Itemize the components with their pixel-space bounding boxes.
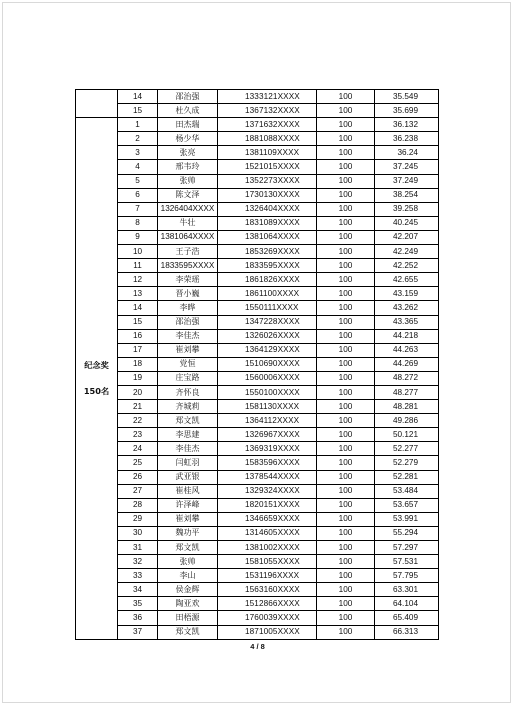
phone-cell: 1521015XXXX xyxy=(218,160,317,174)
rank-cell: 4 xyxy=(118,160,158,174)
rank-cell: 17 xyxy=(118,343,158,357)
category-count: 150名 xyxy=(83,386,110,397)
points-cell: 100 xyxy=(317,625,375,639)
points-cell: 100 xyxy=(317,456,375,470)
phone-cell: 1881088XXXX xyxy=(218,132,317,146)
rank-cell: 15 xyxy=(118,315,158,329)
time-cell: 63.301 xyxy=(375,583,439,597)
points-cell: 100 xyxy=(317,90,375,104)
table-row xyxy=(76,400,439,414)
name-cell: 李佳杰 xyxy=(158,329,218,343)
phone-cell: 1861100XXXX xyxy=(218,287,317,301)
name-cell: 田梧源 xyxy=(158,611,218,625)
name-cell: 陶亚欢 xyxy=(158,597,218,611)
rank-cell: 1 xyxy=(118,118,158,132)
table-row xyxy=(76,245,439,259)
points-cell: 100 xyxy=(317,230,375,244)
phone-cell: 1581055XXXX xyxy=(218,555,317,569)
name-cell: 庄宝路 xyxy=(158,371,218,385)
rank-cell: 18 xyxy=(118,357,158,371)
table-row xyxy=(76,329,439,343)
table-row xyxy=(76,385,439,399)
time-cell: 48.272 xyxy=(375,371,439,385)
phone-cell: 1367132XXXX xyxy=(218,104,317,118)
time-cell: 52.279 xyxy=(375,456,439,470)
time-cell: 64.104 xyxy=(375,597,439,611)
table-row xyxy=(76,512,439,526)
name-cell: 陈文泽 xyxy=(158,188,218,202)
table-row xyxy=(76,583,439,597)
table-row xyxy=(76,470,439,484)
table-row xyxy=(76,230,439,244)
phone-cell: 1381002XXXX xyxy=(218,541,317,555)
points-cell: 100 xyxy=(317,555,375,569)
time-cell: 49.286 xyxy=(375,414,439,428)
rank-cell: 7 xyxy=(118,202,158,216)
rank-cell: 8 xyxy=(118,216,158,230)
phone-cell: 1378544XXXX xyxy=(218,470,317,484)
rank-cell: 28 xyxy=(118,498,158,512)
table-row xyxy=(76,343,439,357)
time-cell: 37.249 xyxy=(375,174,439,188)
phone-cell: 1531196XXXX xyxy=(218,569,317,583)
category-cell xyxy=(76,118,118,639)
name-cell: 王子浩 xyxy=(158,245,218,259)
name-cell: 崔桂风 xyxy=(158,484,218,498)
table-row xyxy=(76,625,439,639)
table-row xyxy=(76,456,439,470)
phone-cell: 1347228XXXX xyxy=(218,315,317,329)
time-cell: 52.281 xyxy=(375,470,439,484)
table-row xyxy=(76,569,439,583)
phone-cell: 1820151XXXX xyxy=(218,498,317,512)
table-row xyxy=(76,526,439,540)
table-row xyxy=(76,216,439,230)
points-cell: 100 xyxy=(317,259,375,273)
name-cell: 田杰瑞 xyxy=(158,118,218,132)
rank-cell: 35 xyxy=(118,597,158,611)
points-cell: 100 xyxy=(317,216,375,230)
table-row xyxy=(76,104,439,118)
points-cell: 100 xyxy=(317,541,375,555)
phone-cell: 1333121XXXX xyxy=(218,90,317,104)
rank-cell: 36 xyxy=(118,611,158,625)
table-row xyxy=(76,442,439,456)
phone-cell: 1760039XXXX xyxy=(218,611,317,625)
points-cell: 100 xyxy=(317,583,375,597)
table-row xyxy=(76,174,439,188)
phone-cell: 1853269XXXX xyxy=(218,245,317,259)
phone-cell: 1329324XXXX xyxy=(218,484,317,498)
name-cell: 侯金辉 xyxy=(158,583,218,597)
phone-cell: 1510690XXXX xyxy=(218,357,317,371)
phone-cell: 1833595XXXX xyxy=(218,259,317,273)
rank-cell: 2 xyxy=(118,132,158,146)
table-row xyxy=(76,428,439,442)
name-cell: 许泽峰 xyxy=(158,498,218,512)
phone-cell: 1831089XXXX xyxy=(218,216,317,230)
time-cell: 36.24 xyxy=(375,146,439,160)
name-cell: 闫虹羽 xyxy=(158,456,218,470)
rank-cell: 5 xyxy=(118,174,158,188)
points-cell: 100 xyxy=(317,385,375,399)
rank-cell: 19 xyxy=(118,371,158,385)
phone-cell: 1871005XXXX xyxy=(218,625,317,639)
table-row xyxy=(76,273,439,287)
name-cell: 邢韦玲 xyxy=(158,160,218,174)
points-cell: 100 xyxy=(317,188,375,202)
table-row xyxy=(76,484,439,498)
time-cell: 42.655 xyxy=(375,273,439,287)
table-row xyxy=(76,202,439,216)
name-cell: 魏功平 xyxy=(158,526,218,540)
time-cell: 38.254 xyxy=(375,188,439,202)
points-cell: 100 xyxy=(317,526,375,540)
points-cell: 100 xyxy=(317,132,375,146)
time-cell: 48.277 xyxy=(375,385,439,399)
points-cell: 100 xyxy=(317,118,375,132)
time-cell: 55.294 xyxy=(375,526,439,540)
name-cell: 李山 xyxy=(158,569,218,583)
time-cell: 43.159 xyxy=(375,287,439,301)
phone-cell: 1550111XXXX xyxy=(218,301,317,315)
rank-cell: 20 xyxy=(118,385,158,399)
points-cell: 100 xyxy=(317,174,375,188)
time-cell: 57.531 xyxy=(375,555,439,569)
rank-cell: 26 xyxy=(118,470,158,484)
table-row xyxy=(76,498,439,512)
rank-cell: 11 xyxy=(118,259,158,273)
phone-cell: 1563160XXXX xyxy=(218,583,317,597)
category-spacer xyxy=(76,371,117,385)
time-cell: 35.549 xyxy=(375,90,439,104)
table-row xyxy=(76,259,439,273)
category-label: 纪念奖 xyxy=(84,360,109,371)
table-row xyxy=(76,597,439,611)
time-cell: 66.313 xyxy=(375,625,439,639)
points-cell: 100 xyxy=(317,301,375,315)
points-cell: 100 xyxy=(317,400,375,414)
name-cell: 张帅 xyxy=(158,174,218,188)
points-cell: 100 xyxy=(317,104,375,118)
rank-cell: 30 xyxy=(118,526,158,540)
rank-cell: 32 xyxy=(118,555,158,569)
rank-cell: 29 xyxy=(118,512,158,526)
time-cell: 36.132 xyxy=(375,118,439,132)
phone-cell: 1583596XXXX xyxy=(218,456,317,470)
phone-cell: 1314605XXXX xyxy=(218,526,317,540)
phone-cell: 1326026XXXX xyxy=(218,329,317,343)
phone-cell: 1326967XXXX xyxy=(218,428,317,442)
results-table xyxy=(75,89,439,640)
time-cell: 42.249 xyxy=(375,245,439,259)
table-row xyxy=(76,132,439,146)
name-cell: 崔刘攀 xyxy=(158,512,218,526)
table-row xyxy=(76,555,439,569)
rank-cell: 23 xyxy=(118,428,158,442)
rank-cell: 9 xyxy=(118,230,158,244)
rank-cell: 37 xyxy=(118,625,158,639)
time-cell: 53.991 xyxy=(375,512,439,526)
phone-cell: 1381064XXXX xyxy=(218,230,317,244)
points-cell: 100 xyxy=(317,484,375,498)
time-cell: 50.121 xyxy=(375,428,439,442)
phone-cell: 1346659XXXX xyxy=(218,512,317,526)
table-row xyxy=(76,287,439,301)
phone-cell: 1369319XXXX xyxy=(218,442,317,456)
rank-cell: 13 xyxy=(118,287,158,301)
name-cell: 李荣瑶 xyxy=(158,273,218,287)
points-cell: 100 xyxy=(317,414,375,428)
phone-cell: 1364112XXXX xyxy=(218,414,317,428)
points-cell: 100 xyxy=(317,498,375,512)
rank-cell: 22 xyxy=(118,414,158,428)
rank-cell: 33 xyxy=(118,569,158,583)
phone-cell: 1326404XXXX xyxy=(218,202,317,216)
time-cell: 43.262 xyxy=(375,301,439,315)
name-cell: 李晔 xyxy=(158,301,218,315)
table-row xyxy=(76,90,439,104)
time-cell: 37.245 xyxy=(375,160,439,174)
points-cell: 100 xyxy=(317,146,375,160)
name-cell: 党恒 xyxy=(158,357,218,371)
phone-cell: 1512866XXXX xyxy=(218,597,317,611)
name-cell: 郑文凯 xyxy=(158,625,218,639)
points-cell: 100 xyxy=(317,442,375,456)
phone-cell: 1371632XXXX xyxy=(218,118,317,132)
name-cell: 郑文凯 xyxy=(158,414,218,428)
time-cell: 53.657 xyxy=(375,498,439,512)
time-cell: 35.699 xyxy=(375,104,439,118)
phone-cell: 1560006XXXX xyxy=(218,371,317,385)
name-cell: 李佳杰 xyxy=(158,442,218,456)
rank-cell: 15 xyxy=(118,104,158,118)
time-cell: 52.277 xyxy=(375,442,439,456)
time-cell: 36.238 xyxy=(375,132,439,146)
table-row xyxy=(76,301,439,315)
phone-cell: 1381109XXXX xyxy=(218,146,317,160)
rank-cell: 21 xyxy=(118,400,158,414)
time-cell: 57.795 xyxy=(375,569,439,583)
rank-cell: 24 xyxy=(118,442,158,456)
name-cell: 郑文凯 xyxy=(158,541,218,555)
phone-cell: 1364129XXXX xyxy=(218,343,317,357)
rank-cell: 34 xyxy=(118,583,158,597)
name-cell: 齐城莉 xyxy=(158,400,218,414)
time-cell: 65.409 xyxy=(375,611,439,625)
time-cell: 39.258 xyxy=(375,202,439,216)
table-row xyxy=(76,160,439,174)
results-table-body xyxy=(76,90,439,640)
rank-cell: 6 xyxy=(118,188,158,202)
points-cell: 100 xyxy=(317,611,375,625)
points-cell: 100 xyxy=(317,470,375,484)
time-cell: 42.207 xyxy=(375,230,439,244)
phone-cell: 1352273XXXX xyxy=(218,174,317,188)
points-cell: 100 xyxy=(317,202,375,216)
name-cell: 杜久成 xyxy=(158,104,218,118)
points-cell: 100 xyxy=(317,273,375,287)
rank-cell: 14 xyxy=(118,90,158,104)
name-cell: 邵治强 xyxy=(158,90,218,104)
name-cell: 武亚银 xyxy=(158,470,218,484)
time-cell: 48.281 xyxy=(375,400,439,414)
name-cell: 张亮 xyxy=(158,146,218,160)
points-cell: 100 xyxy=(317,329,375,343)
name-cell: 齐怀良 xyxy=(158,385,218,399)
points-cell: 100 xyxy=(317,245,375,259)
table-row xyxy=(76,357,439,371)
category-cell-empty xyxy=(76,90,118,118)
name-cell: 李思建 xyxy=(158,428,218,442)
points-cell: 100 xyxy=(317,315,375,329)
name-cell: 晋小巍 xyxy=(158,287,218,301)
points-cell: 100 xyxy=(317,371,375,385)
phone-cell: 1581130XXXX xyxy=(218,400,317,414)
time-cell: 57.297 xyxy=(375,541,439,555)
points-cell: 100 xyxy=(317,512,375,526)
points-cell: 100 xyxy=(317,287,375,301)
phone-cell: 1730130XXXX xyxy=(218,188,317,202)
name-cell: 1833595XXXX xyxy=(158,259,218,273)
name-cell: 1326404XXXX xyxy=(158,202,218,216)
table-row xyxy=(76,371,439,385)
time-cell: 44.269 xyxy=(375,357,439,371)
points-cell: 100 xyxy=(317,160,375,174)
time-cell: 40.245 xyxy=(375,216,439,230)
points-cell: 100 xyxy=(317,428,375,442)
table-row xyxy=(76,315,439,329)
time-cell: 42.252 xyxy=(375,259,439,273)
page-number: 4 / 8 xyxy=(250,642,265,651)
table-row xyxy=(76,188,439,202)
table-row xyxy=(76,118,439,132)
table-row xyxy=(76,146,439,160)
name-cell: 张帅 xyxy=(158,555,218,569)
name-cell: 1381064XXXX xyxy=(158,230,218,244)
name-cell: 崔刘攀 xyxy=(158,343,218,357)
rank-cell: 10 xyxy=(118,245,158,259)
rank-cell: 25 xyxy=(118,456,158,470)
points-cell: 100 xyxy=(317,357,375,371)
time-cell: 53.484 xyxy=(375,484,439,498)
rank-cell: 12 xyxy=(118,273,158,287)
points-cell: 100 xyxy=(317,343,375,357)
document-page xyxy=(2,2,511,703)
name-cell: 邵治强 xyxy=(158,315,218,329)
time-cell: 44.263 xyxy=(375,343,439,357)
time-cell: 43.365 xyxy=(375,315,439,329)
table-row xyxy=(76,541,439,555)
rank-cell: 3 xyxy=(118,146,158,160)
table-row xyxy=(76,611,439,625)
time-cell: 44.218 xyxy=(375,329,439,343)
table-row xyxy=(76,414,439,428)
name-cell: 杨少华 xyxy=(158,132,218,146)
rank-cell: 14 xyxy=(118,301,158,315)
points-cell: 100 xyxy=(317,569,375,583)
rank-cell: 16 xyxy=(118,329,158,343)
phone-cell: 1861826XXXX xyxy=(218,273,317,287)
rank-cell: 31 xyxy=(118,541,158,555)
points-cell: 100 xyxy=(317,597,375,611)
phone-cell: 1550100XXXX xyxy=(218,385,317,399)
name-cell: 牛壮 xyxy=(158,216,218,230)
rank-cell: 27 xyxy=(118,484,158,498)
